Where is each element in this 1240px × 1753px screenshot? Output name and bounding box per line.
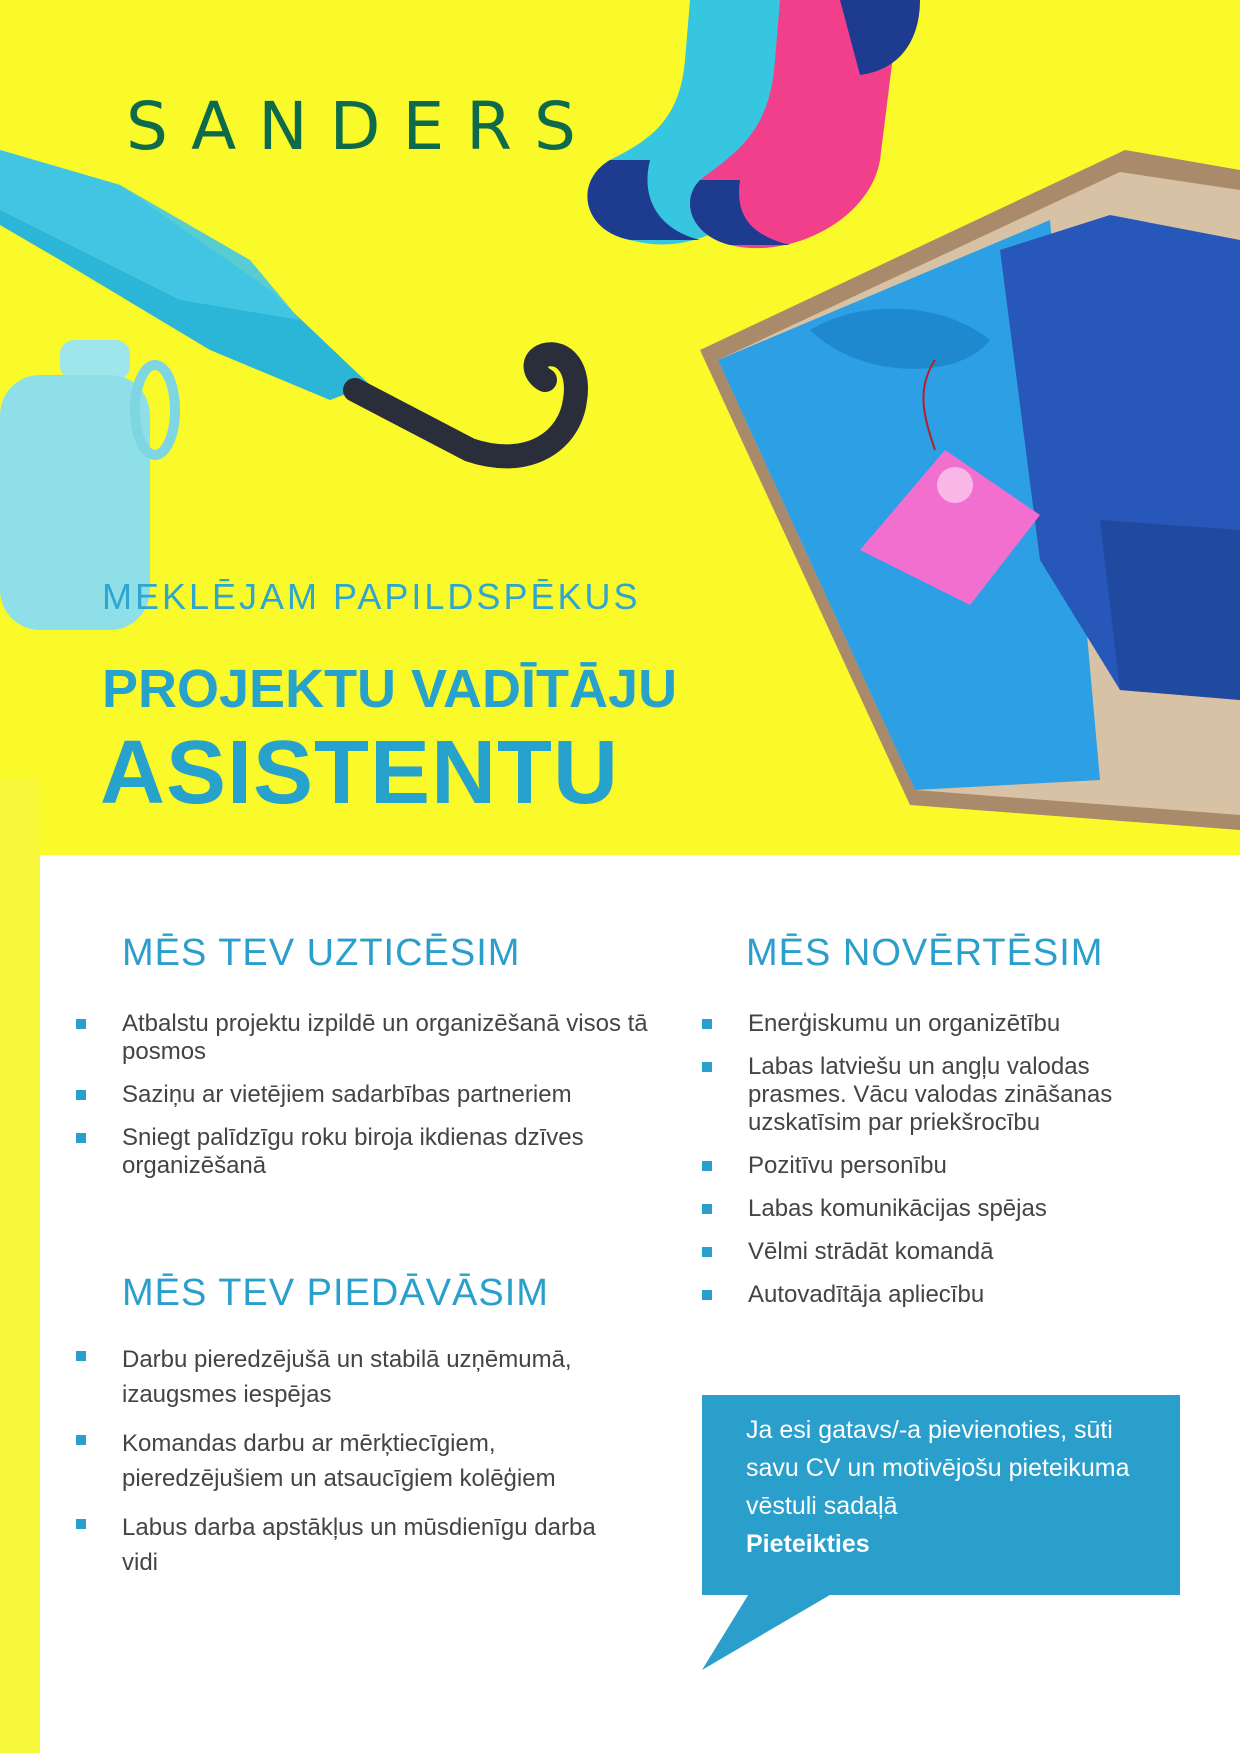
brand-logo: SANDERS	[126, 88, 598, 165]
bullet-square-icon	[702, 1204, 712, 1214]
apply-callout-text: Ja esi gatavs/-a pievienoties, sūti savu CV un motivējošu pieteikuma vēstuli sadaļā Pieteikties	[746, 1411, 1166, 1563]
list-item: Darbu pieredzējušā un stabilā uzņēmumā, izaugsmes iespējas	[76, 1342, 636, 1412]
offer-list	[76, 1342, 636, 1594]
list-item: Labus darba apstākļus un mūsdienīgu darba vidi	[76, 1510, 636, 1580]
bullet-square-icon	[702, 1161, 712, 1171]
gift-box-icon	[700, 150, 1240, 830]
list-item: Atbalstu projektu izpildē un organizēšanā visos tā posmos	[76, 1010, 656, 1066]
list-item: Vēlmi strādāt komandā	[702, 1238, 1172, 1266]
yellow-side-strip	[0, 780, 40, 1753]
section-title-offer: MĒS TEV PIEDĀVĀSIM	[122, 1272, 549, 1314]
apply-link[interactable]: Pieteikties	[746, 1530, 870, 1558]
bullet-square-icon	[702, 1247, 712, 1257]
bullet-square-icon	[76, 1090, 86, 1100]
list-item: Labas latviešu un angļu valodas prasmes. Vācu valodas zināšanas uzskatīsim par priekšrocību	[702, 1053, 1172, 1137]
list-item: Enerģiskumu un organizētību	[702, 1010, 1172, 1038]
bullet-square-icon	[702, 1019, 712, 1029]
apply-callout	[702, 1395, 1180, 1595]
list-item: Pozitīvu personību	[702, 1152, 1172, 1180]
bullet-square-icon	[76, 1133, 86, 1143]
trust-list	[76, 1010, 656, 1195]
socks-icon	[587, 0, 920, 248]
bullet-square-icon	[76, 1351, 86, 1361]
hero-kicker: MEKLĒJAM PAPILDSPĒKUS	[102, 576, 641, 617]
bullet-square-icon	[76, 1019, 86, 1029]
list-item: Komandas darbu ar mērķtiecīgiem, pieredzējušiem un atsaucīgiem kolēģiem	[76, 1426, 636, 1496]
bullet-square-icon	[702, 1290, 712, 1300]
list-item: Saziņu ar vietējiem sadarbības partneriem	[76, 1081, 656, 1109]
value-list	[702, 1010, 1172, 1324]
job-title-line1: PROJEKTU VADĪTĀJU	[102, 659, 678, 719]
list-item: Autovadītāja apliecību	[702, 1281, 1172, 1309]
list-item: Labas komunikācijas spējas	[702, 1195, 1172, 1223]
bullet-square-icon	[76, 1435, 86, 1445]
section-title-trust: MĒS TEV UZTICĒSIM	[122, 932, 521, 974]
bullet-square-icon	[702, 1062, 712, 1072]
job-title-line2: ASISTENTU	[100, 723, 620, 823]
section-title-value: MĒS NOVĒRTĒSIM	[746, 932, 1104, 974]
list-item: Sniegt palīdzīgu roku biroja ikdienas dzīves organizēšanā	[76, 1124, 656, 1180]
bullet-square-icon	[76, 1519, 86, 1529]
